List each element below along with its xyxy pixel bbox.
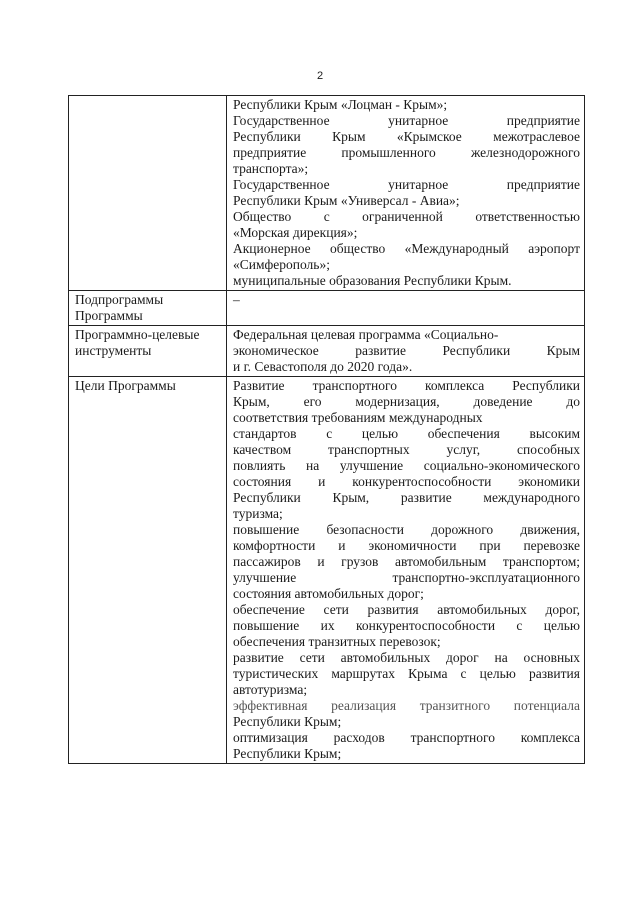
row-label-cell [69, 377, 227, 764]
content-line: автотуризма; [233, 682, 308, 697]
row-content-cell [227, 326, 585, 377]
content-line: качеством транспортных услуг, способных [233, 442, 580, 457]
content-line: «Морская дирекция»; [233, 225, 358, 240]
content-line: «Симферополь»; [233, 257, 330, 272]
content-line: экономическое развитие Республики Крым [233, 343, 580, 358]
content-line: туристических маршрутах Крыма с целью развития [233, 666, 580, 681]
content-line: оптимизация расходов транспортного комплекса [233, 730, 580, 745]
content-line: Республики Крым «Универсал - Авиа»; [233, 193, 460, 208]
content-line: соответствия требованиям международных [233, 410, 483, 425]
row-label-line: Цели Программы [75, 378, 176, 393]
content-line: Акционерное общество «Международный аэропорт [233, 241, 580, 256]
row-label-line: Подпрограммы [75, 292, 164, 307]
content-line: Общество с ограниченной ответственностью [233, 209, 580, 224]
content-line: Государственное унитарное предприятие [233, 177, 580, 192]
content-line: транспорта»; [233, 161, 309, 176]
program-goals-row [69, 377, 585, 764]
content-line: Республики Крым; [233, 714, 342, 729]
content-line: предприятие промышленного железнодорожного [233, 145, 580, 160]
content-line: повышение их конкурентоспособности с целью [233, 618, 580, 633]
row-content-cell [227, 377, 585, 764]
content-line: развитие сети автомобильных дорог на основных [233, 650, 580, 665]
content-line: состояния автомобильных дорог; [233, 586, 424, 601]
content-line: обеспечения транзитных перевозок; [233, 634, 441, 649]
row-label-line: Программы [75, 308, 143, 323]
content-line: повлиять на улучшение социально-экономического [233, 458, 580, 473]
target-instruments-row [69, 326, 585, 377]
content-line: эффективная реализация транзитного потенциала [233, 698, 580, 713]
content-line: – [233, 292, 240, 307]
subprograms-row [69, 291, 585, 326]
row-label-line: Программно-целевые [75, 327, 200, 342]
content-line: улучшение транспортно-эксплуатационного [233, 570, 580, 585]
content-line: состояния и конкурентоспособности экономики [233, 474, 580, 489]
row-label-cell [69, 291, 227, 326]
program-passport-table [68, 95, 585, 764]
row-content-cell [227, 96, 585, 291]
content-line: муниципальные образования Республики Крым. [233, 273, 512, 288]
row-label-line: инструменты [75, 343, 152, 358]
page-number: 2 [316, 70, 324, 82]
content-line: Федеральная целевая программа «Социально- [233, 327, 499, 342]
content-line: Республики Крым; [233, 746, 342, 761]
content-line: обеспечение сети развития автомобильных дорог, [233, 602, 580, 617]
content-line: и г. Севастополя до 2020 года». [233, 359, 413, 374]
content-line: Развитие транспортного комплекса Республики [233, 378, 580, 393]
row-label-cell [69, 326, 227, 377]
content-line: Государственное унитарное предприятие [233, 113, 580, 128]
content-line: туризма; [233, 506, 283, 521]
content-line: повышение безопасности дорожного движения, [233, 522, 580, 537]
content-line: Крым, его модернизация, доведение до [233, 394, 580, 409]
content-line: комфортности и экономичности при перевозке [233, 538, 580, 553]
executors-continued-row [69, 96, 585, 291]
content-line: Республики Крым «Лоцман - Крым»; [233, 97, 448, 112]
content-line: Республики Крым «Крымское межотраслевое [233, 129, 580, 144]
content-line: Республики Крым, развитие международного [233, 490, 580, 505]
content-line: стандартов с целью обеспечения высоким [233, 426, 580, 441]
row-label-cell [69, 96, 227, 291]
content-line: пассажиров и грузов автомобильным транспортом; [233, 554, 580, 569]
row-content-cell [227, 291, 585, 326]
